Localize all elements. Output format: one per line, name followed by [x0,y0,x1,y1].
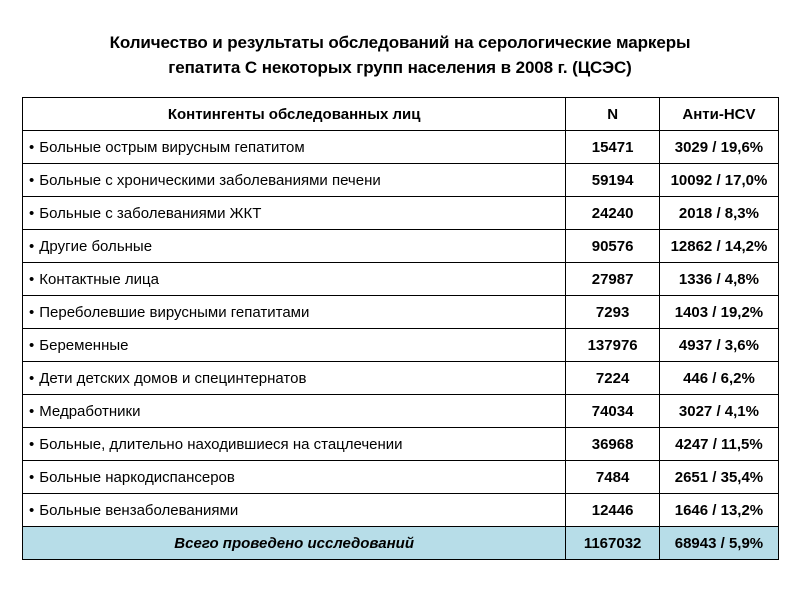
table-row [23,164,779,197]
total-label: Всего проведено исследований [23,527,566,560]
n-cell: 36968 [566,428,660,461]
header-anti-hcv: Анти-HCV [659,98,778,131]
bullet-icon: • [29,435,35,453]
anti-hcv-cell: 2651 / 35,4% [659,461,778,494]
contingent-cell [23,395,566,428]
table-header-row [23,98,779,131]
contingent-label: Дети детских домов и специнтернатов [39,369,307,387]
contingent-cell [23,296,566,329]
bullet-icon: • [29,336,35,354]
contingent-cell [23,197,566,230]
contingent-label: Больные наркодиспансеров [39,468,235,486]
anti-hcv-cell: 4937 / 3,6% [659,329,778,362]
bullet-icon: • [29,303,35,321]
table-body [23,131,779,527]
table-row [23,296,779,329]
anti-hcv-cell: 1646 / 13,2% [659,494,778,527]
table-row [23,494,779,527]
contingent-cell [23,329,566,362]
n-cell: 12446 [566,494,660,527]
anti-hcv-cell: 1403 / 19,2% [659,296,778,329]
anti-hcv-cell: 2018 / 8,3% [659,197,778,230]
n-cell: 24240 [566,197,660,230]
anti-hcv-cell: 446 / 6,2% [659,362,778,395]
bullet-icon: • [29,138,35,156]
n-cell: 7484 [566,461,660,494]
contingent-cell [23,362,566,395]
anti-hcv-cell: 10092 / 17,0% [659,164,778,197]
contingent-label: Медработники [39,402,141,420]
total-row [23,527,779,560]
n-cell: 7293 [566,296,660,329]
table-row [23,197,779,230]
header-n: N [566,98,660,131]
title-line-2: гепатита С некоторых групп населения в 2008 г. (ЦСЭС) [168,58,632,77]
bullet-icon: • [29,501,35,519]
table-row [23,230,779,263]
n-cell: 7224 [566,362,660,395]
bullet-icon: • [29,171,35,189]
contingent-label: Больные, длительно находившиеся на стацлечении [39,435,403,453]
table-row [23,329,779,362]
n-cell: 15471 [566,131,660,164]
anti-hcv-cell: 1336 / 4,8% [659,263,778,296]
bullet-icon: • [29,369,35,387]
table-row [23,395,779,428]
contingent-label: Контактные лица [39,270,159,288]
contingent-label: Переболевшие вирусными гепатитами [39,303,310,321]
anti-hcv-cell: 12862 / 14,2% [659,230,778,263]
bullet-icon: • [29,237,35,255]
table-row [23,362,779,395]
anti-hcv-cell: 4247 / 11,5% [659,428,778,461]
n-cell: 90576 [566,230,660,263]
bullet-icon: • [29,270,35,288]
contingent-cell [23,461,566,494]
contingent-cell [23,263,566,296]
table-row [23,263,779,296]
contingent-cell [23,164,566,197]
n-cell: 74034 [566,395,660,428]
title-line-1: Количество и результаты обследований на серологические маркеры [109,33,691,52]
n-cell: 27987 [566,263,660,296]
table-row [23,428,779,461]
contingent-label: Больные с хроническими заболеваниями печени [39,171,381,189]
anti-hcv-cell: 3029 / 19,6% [659,131,778,164]
anti-hcv-cell: 3027 / 4,1% [659,395,778,428]
contingent-label: Больные вензаболеваниями [39,501,239,519]
contingent-cell [23,494,566,527]
header-contingents: Контингенты обследованных лиц [23,98,566,131]
contingent-label: Больные острым вирусным гепатитом [39,138,305,156]
n-cell: 59194 [566,164,660,197]
contingent-label: Беременные [39,336,129,354]
bullet-icon: • [29,204,35,222]
contingent-cell [23,131,566,164]
total-anti-hcv: 68943 / 5,9% [659,527,778,560]
n-cell: 137976 [566,329,660,362]
contingent-cell [23,230,566,263]
results-table [22,97,779,560]
bullet-icon: • [29,402,35,420]
bullet-icon: • [29,468,35,486]
total-n: 1167032 [566,527,660,560]
contingent-label: Больные с заболеваниями ЖКТ [39,204,262,222]
table-row [23,461,779,494]
contingent-cell [23,428,566,461]
page-title [0,30,800,80]
contingent-label: Другие больные [39,237,153,255]
table-row [23,131,779,164]
